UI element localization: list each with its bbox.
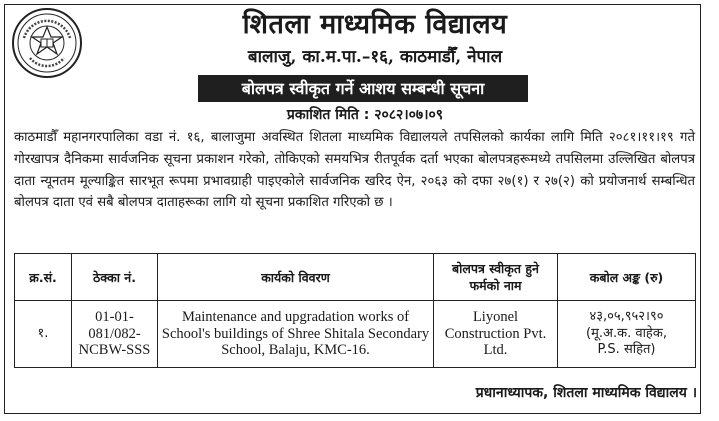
- school-logo: [12, 8, 82, 78]
- signatory: प्रधानाध्यापक, शितला माध्यमिक विद्यालय ।: [475, 385, 697, 401]
- header-description: कार्यको विवरण: [158, 254, 434, 301]
- amount-note-vat: (मू.अ.क. वाहेक,: [586, 325, 667, 341]
- cell-sn: १.: [15, 301, 72, 368]
- bid-table: [14, 253, 696, 368]
- cell-firm: Liyonel Construction Pvt. Ltd.: [434, 301, 558, 368]
- table-row: [15, 301, 696, 368]
- publish-date: प्रकाशित मिति : २०८२।०७।०९: [286, 107, 444, 123]
- header-contract-no: ठेक्का नं.: [72, 254, 158, 301]
- cell-amount: [558, 301, 696, 368]
- school-name: शितला माध्यमिक विद्यालय: [242, 9, 508, 40]
- cell-description: Maintenance and upgradation works of School's buildings of Shree Shitala Secondary School, Balaju, KMC-16.: [158, 301, 434, 368]
- notice-title: बोलपत्र स्वीकृत गर्ने आशय सम्बन्धी सूचना: [198, 75, 528, 102]
- table-header-row: [15, 254, 696, 301]
- notice-paragraph: काठमाडौँ महानगरपालिका वडा नं. १६, बालाजुमा अवस्थित शितला माध्यमिक विद्यालयले तपसिलको कार्यका लागि मिति २०८१।११।१९ गते गोरखापत्र दैनिकमा सार्वजनिक सूचना प्रकाशन गरेको, तोकिएको समयभित्र रीतपूर्वक दर्ता भएका बोलपत्रहरूमध्ये तपसिलमा उल्लिखित बोलपत्र दाता न्यूनतम मूल्याङ्कित सारभूत रूपमा प्रभावग्राही पाइएकोले सार्वजनिक खरिद ऐन, २०६३ को दफा २७(१) र २७(२) को प्रयोजनार्थ सम्बन्धित बोलपत्र दाता एवं सबै बोलपत्र दाताहरूका लागि यो सूचना प्रकाशित गरिएको छ ।: [14, 130, 695, 211]
- school-address: बालाजु, का.म.पा.–१६, काठमाडौँ, नेपाल: [247, 47, 503, 67]
- amount-note-ps: P.S. सहित): [597, 342, 656, 358]
- amount-value: ४३,०५,९५२।९०: [589, 309, 664, 325]
- header-firm: बोलपत्र स्वीकृत हुने फर्मको नाम: [434, 254, 558, 301]
- header-amount: कबोल अङ्क (रु): [558, 254, 696, 301]
- header-sn: क्र.सं.: [15, 254, 72, 301]
- school-seal-icon: [14, 10, 80, 76]
- cell-contract-no: 01-01-081/082-NCBW-SSS: [72, 301, 158, 368]
